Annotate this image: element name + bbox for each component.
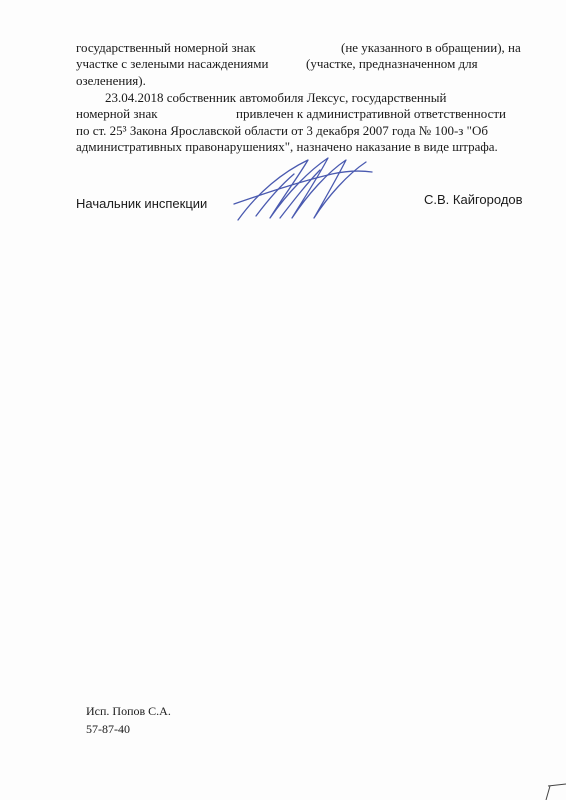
paragraph1-line2-left: участке с зелеными насаждениями xyxy=(76,56,269,71)
paragraph2-line3: по ст. 25³ Закона Ярославской области от 3 декабря 2007 года № 100-з "Об xyxy=(76,123,488,138)
paragraph2-line1: 23.04.2018 собственник автомобиля Лексус, государственный xyxy=(105,90,447,105)
executor-phone: 57-87-40 xyxy=(86,722,130,736)
handwritten-signature xyxy=(228,152,378,227)
paragraph2-line2-right: привлечен к административной ответственности xyxy=(236,106,506,121)
paragraph2-line2-left: номерной знак xyxy=(76,106,158,121)
signatory-name: С.В. Кайгородов xyxy=(424,192,523,207)
paragraph2-line4: административных правонарушениях", назначено наказание в виде штрафа. xyxy=(76,139,498,154)
executor-name: Исп. Попов С.А. xyxy=(86,704,171,718)
paragraph1-line2-right: (участке, предназначенном для xyxy=(306,56,478,71)
signatory-title: Начальник инспекции xyxy=(76,196,208,211)
paragraph1-line1-right: (не указанного в обращении), на xyxy=(341,40,521,55)
paragraph1-line1-left: государственный номерной знак xyxy=(76,40,256,55)
page-corner-mark xyxy=(526,760,566,800)
paragraph1-line3: озеленения). xyxy=(76,73,146,88)
